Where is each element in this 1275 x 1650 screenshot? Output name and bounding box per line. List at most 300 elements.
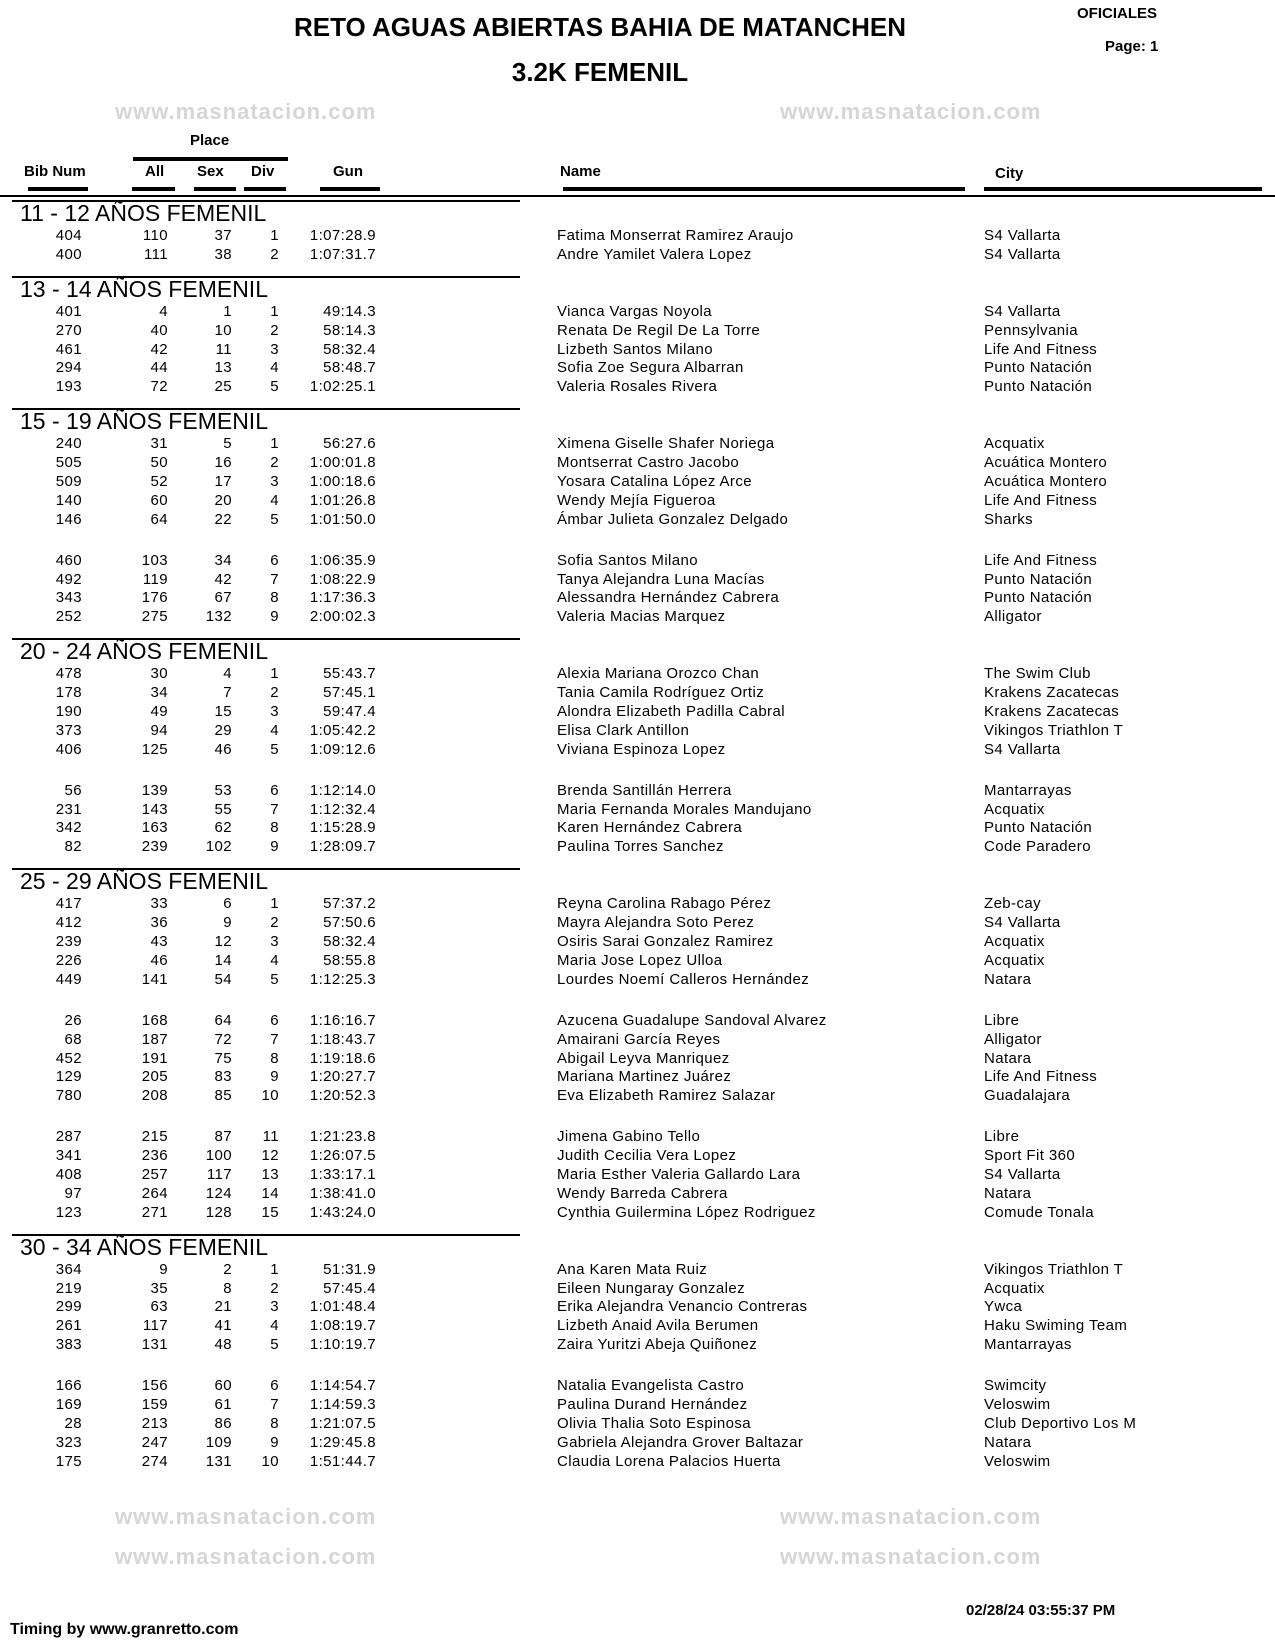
place-div: 8 [270,819,279,837]
place-all: 159 [141,1395,168,1413]
col-name: Name [560,163,601,180]
place-all: 42 [150,340,168,358]
row-group [0,1011,1275,1127]
gun-time: 57:37.2 [323,895,376,913]
table-row [0,340,1275,359]
place-div: 3 [270,703,279,721]
bib-num: 452 [55,1049,82,1067]
place-div: 11 [262,1128,279,1146]
bib-num: 412 [55,914,82,932]
bib-num: 404 [55,227,82,244]
bib-num: 146 [55,510,82,528]
bib-num: 166 [55,1377,82,1395]
table-row [0,1030,1275,1049]
bib-num: 478 [55,665,82,683]
table-row [0,1260,1275,1279]
place-sex: 61 [214,1395,232,1413]
athlete-name: Lizbeth Anaid Avila Berumen [557,1317,759,1335]
age-group-section [0,408,1275,638]
table-row [0,1376,1275,1395]
table-row [0,551,1275,570]
athlete-name: Natalia Evangelista Castro [557,1377,745,1395]
table-row [0,818,1275,837]
place-all: 31 [150,435,168,453]
table-row [0,1316,1275,1335]
place-div: 1 [270,895,279,913]
column-underline [984,187,1262,191]
place-div: 3 [270,340,279,358]
city: Punto Natación [984,570,1093,588]
place-all: 111 [143,245,168,263]
bib-num: 82 [64,838,82,856]
table-row [0,781,1275,800]
place-all: 119 [142,570,168,588]
gun-time: 1:07:28.9 [309,227,376,244]
gun-time: 1:16:16.7 [309,1011,376,1029]
gun-time: 1:12:32.4 [309,800,376,818]
place-all: 110 [142,227,168,244]
gun-time: 1:01:26.8 [309,491,376,509]
bib-num: 68 [64,1030,82,1048]
city: S4 Vallarta [984,227,1061,244]
city: Punto Natación [984,589,1093,607]
gun-time: 1:20:52.3 [309,1087,376,1105]
row-group [0,551,1275,639]
place-div: 9 [270,608,279,626]
place-all: 49 [150,703,168,721]
place-all: 141 [141,970,168,988]
table-row [0,1414,1275,1433]
bib-num: 505 [55,454,82,472]
place-sex: 53 [214,781,232,799]
table-row [0,894,1275,913]
place-div: 2 [270,1279,279,1297]
row-group [0,434,1275,550]
bib-num: 226 [55,951,82,969]
city: Haku Swiming Team [984,1317,1128,1335]
table-row [0,683,1275,702]
place-sex: 9 [223,914,232,932]
gun-time: 1:05:42.2 [309,721,376,739]
bib-num: 123 [55,1203,82,1221]
place-all: 103 [141,551,168,569]
place-all: 168 [141,1011,168,1029]
place-all: 191 [141,1049,168,1067]
place-div: 4 [270,721,279,739]
place-div: 2 [270,321,279,339]
bib-num: 460 [55,551,82,569]
bib-num: 175 [55,1452,82,1470]
place-sex: 34 [214,551,232,569]
place-div: 9 [270,1433,279,1451]
gun-time: 1:28:09.7 [309,838,376,856]
place-all: 33 [150,895,168,913]
place-sex: 60 [214,1377,232,1395]
watermark: www.masnatacion.com [115,1544,377,1569]
athlete-name: Valeria Rosales Rivera [557,378,718,396]
place-all: 64 [150,510,168,528]
place-all: 30 [150,665,168,683]
athlete-name: Alessandra Hernández Cabrera [557,589,780,607]
place-div: 10 [261,1452,279,1470]
athlete-name: Viviana Espinoza Lopez [557,740,726,758]
city: Libre [984,1011,1020,1029]
place-sex: 29 [214,721,232,739]
athlete-name: Wendy Mejía Figueroa [557,491,716,509]
watermark: www.masnatacion.com [780,1544,1042,1569]
bib-num: 97 [64,1184,82,1202]
place-all: 163 [141,819,168,837]
place-div: 7 [270,800,279,818]
place-div: 8 [270,589,279,607]
column-underline [132,187,175,191]
place-div: 2 [270,454,279,472]
table-row [0,453,1275,472]
athlete-name: Karen Hernández Cabrera [557,819,743,837]
athlete-name: Lourdes Noemí Calleros Hernández [557,970,810,988]
athlete-name: Maria Esther Valeria Gallardo Lara [557,1165,801,1183]
athlete-name: Eileen Nungaray Gonzalez [557,1279,746,1297]
gun-time: 1:00:01.8 [309,454,376,472]
place-div: 2 [270,914,279,932]
bib-num: 408 [55,1165,82,1183]
place-sex: 64 [214,1011,232,1029]
place-div: 1 [270,1260,279,1278]
city: Code Paradero [984,838,1091,856]
age-group-title: 20 - 24 AÑOS FEMENIL [20,638,268,665]
bib-num: 400 [55,245,82,263]
gun-time: 1:08:19.7 [309,1317,376,1335]
table-row [0,1335,1275,1354]
place-sex: 2 [223,1260,232,1278]
age-group-section [0,276,1275,408]
gun-time: 57:50.6 [323,914,376,932]
table-row [0,1049,1275,1068]
athlete-name: Renata De Regil De La Torre [557,321,761,339]
city: Veloswim [984,1395,1051,1413]
place-all: 208 [141,1087,168,1105]
athlete-name: Yosara Catalina López Arce [557,473,752,491]
city: Acuática Montero [984,454,1108,472]
table-row [0,434,1275,453]
place-div: 14 [261,1184,279,1202]
gun-time: 1:26:07.5 [309,1147,376,1165]
table-row [0,570,1275,589]
gun-time: 1:08:22.9 [309,570,376,588]
bib-num: 449 [55,970,82,988]
place-sex: 85 [214,1087,232,1105]
watermark: www.masnatacion.com [780,1504,1042,1529]
place-all: 34 [150,684,168,702]
place-all: 72 [150,378,168,396]
athlete-name: Sofia Zoe Segura Albarran [557,359,744,377]
place-sex: 102 [205,838,232,856]
place-all: 44 [150,359,168,377]
place-div: 3 [270,933,279,951]
table-row [0,1086,1275,1105]
city: S4 Vallarta [984,1165,1061,1183]
place-all: 50 [150,454,168,472]
city: Krakens Zacatecas [984,703,1120,721]
age-group-title: 11 - 12 AÑOS FEMENIL [20,200,267,226]
place-all: 35 [150,1279,168,1297]
athlete-name: Paulina Durand Hernández [557,1395,748,1413]
table-row [0,970,1275,989]
gun-time: 1:01:50.0 [309,510,376,528]
watermark: www.masnatacion.com [115,1504,377,1529]
place-div: 4 [270,1317,279,1335]
place-sex: 25 [214,378,232,396]
column-underline [28,187,88,191]
table-row [0,1146,1275,1165]
place-sex: 83 [214,1068,232,1086]
athlete-name: Paulina Torres Sanchez [557,838,724,856]
timing-credit: Timing by www.granretto.com [10,1621,239,1638]
place-sex: 12 [214,933,232,951]
place-sex: 16 [214,454,232,472]
city: Pennsylvania [984,321,1079,339]
place-sex: 20 [214,491,232,509]
place-div: 1 [270,227,279,244]
col-gun: Gun [333,163,363,180]
city: Club Deportivo Los M [984,1414,1137,1432]
place-div: 12 [261,1147,279,1165]
place-sex: 10 [214,321,232,339]
city: Acquatix [984,951,1045,969]
bib-num: 140 [55,491,82,509]
city: Sharks [984,510,1034,528]
table-row [0,226,1275,245]
city: Acquatix [984,933,1045,951]
city: Alligator [984,1030,1042,1048]
city: S4 Vallarta [984,302,1061,320]
city: Punto Natación [984,819,1093,837]
city: Natara [984,1433,1032,1451]
place-div: 3 [270,473,279,491]
row-group [0,664,1275,780]
place-sex: 124 [205,1184,232,1202]
athlete-name: Andre Yamilet Valera Lopez [557,245,752,263]
gun-time: 1:21:23.8 [309,1128,376,1146]
place-sex: 67 [214,589,232,607]
city: Natara [984,1184,1032,1202]
place-sex: 1 [223,302,232,320]
place-div: 5 [270,510,279,528]
city: S4 Vallarta [984,740,1061,758]
age-group-title: 25 - 29 AÑOS FEMENIL [20,868,268,895]
table-row [0,510,1275,529]
athlete-name: Sofia Santos Milano [557,551,699,569]
bib-num: 28 [64,1414,82,1432]
table-row [0,951,1275,970]
place-div: 5 [270,1336,279,1354]
bib-num: 240 [55,435,82,453]
gun-time: 57:45.4 [323,1279,376,1297]
place-all: 156 [141,1377,168,1395]
bib-num: 231 [55,800,82,818]
athlete-name: Abigail Leyva Manriquez [557,1049,730,1067]
age-group-section [0,638,1275,868]
table-row [0,1433,1275,1452]
place-div: 8 [270,1049,279,1067]
place-div: 8 [270,1414,279,1432]
athlete-name: Mayra Alejandra Soto Perez [557,914,755,932]
athlete-name: Eva Elizabeth Ramirez Salazar [557,1087,776,1105]
place-sex: 4 [223,665,232,683]
table-row [0,1297,1275,1316]
place-sex: 46 [214,740,232,758]
place-all: 36 [150,914,168,932]
gun-time: 1:51:44.7 [309,1452,376,1470]
athlete-name: Mariana Martinez Juárez [557,1068,732,1086]
gun-time: 1:10:19.7 [309,1336,376,1354]
place-sex: 13 [214,359,232,377]
place-div: 5 [270,740,279,758]
gun-time: 58:32.4 [323,933,376,951]
column-underline [320,187,380,191]
place-all: 43 [150,933,168,951]
city: Mantarrayas [984,1336,1072,1354]
gun-time: 57:45.1 [323,684,376,702]
table-row [0,1452,1275,1471]
bib-num: 323 [55,1433,82,1451]
place-underline [133,157,288,161]
city: Vikingos Triathlon T [984,1260,1124,1278]
place-div: 6 [270,781,279,799]
gun-time: 1:14:59.3 [309,1395,376,1413]
athlete-name: Lizbeth Santos Milano [557,340,713,358]
place-all: 274 [141,1452,168,1470]
table-row [0,1279,1275,1298]
place-sex: 7 [223,684,232,702]
city: Krakens Zacatecas [984,684,1120,702]
place-sex: 38 [214,245,232,263]
table-row [0,837,1275,856]
bib-num: 270 [55,321,82,339]
place-sex: 48 [214,1336,232,1354]
city: Ywca [984,1298,1023,1316]
row-group [0,1260,1275,1376]
watermark: www.masnatacion.com [780,99,1042,124]
city: S4 Vallarta [984,245,1061,263]
city: S4 Vallarta [984,914,1061,932]
place-all: 264 [141,1184,168,1202]
table-row [0,702,1275,721]
age-group-title: 13 - 14 AÑOS FEMENIL [20,275,268,302]
city: Sport Fit 360 [984,1147,1076,1165]
city: Veloswim [984,1452,1051,1470]
bib-num: 406 [55,740,82,758]
place-sex: 11 [215,340,232,358]
table-row [0,377,1275,396]
page-title: RETO AGUAS ABIERTAS BAHIA DE MATANCHEN [294,12,906,42]
row-group [0,226,1275,276]
age-group-title: 15 - 19 AÑOS FEMENIL [20,408,268,435]
table-row [0,932,1275,951]
place-sex: 22 [214,510,232,528]
athlete-name: Alondra Elizabeth Padilla Cabral [557,703,785,721]
athlete-name: Reyna Carolina Rabago Pérez [557,895,772,913]
gun-time: 1:18:43.7 [309,1030,376,1048]
place-div: 6 [270,1011,279,1029]
athlete-name: Alexia Mariana Orozco Chan [557,665,760,683]
place-all: 94 [150,721,168,739]
place-div: 2 [270,245,279,263]
athlete-name: Brenda Santillán Herrera [557,781,732,799]
city: Guadalajara [984,1087,1071,1105]
bib-num: 383 [55,1336,82,1354]
place-sex: 17 [214,473,232,491]
table-row [0,1011,1275,1030]
place-div: 1 [270,435,279,453]
city: Acquatix [984,435,1045,453]
place-all: 117 [142,1317,168,1335]
city: Punto Natación [984,378,1093,396]
city: Life And Fitness [984,551,1098,569]
place-all: 215 [141,1128,168,1146]
gun-time: 58:32.4 [323,340,376,358]
gun-time: 1:06:35.9 [309,551,376,569]
place-all: 139 [141,781,168,799]
place-sex: 109 [205,1433,232,1451]
bib-num: 190 [55,703,82,721]
place-sex: 86 [214,1414,232,1432]
place-all: 236 [141,1147,168,1165]
place-all: 46 [150,951,168,969]
table-row [0,800,1275,819]
gun-time: 51:31.9 [323,1260,376,1278]
place-sex: 42 [214,570,232,588]
table-row [0,358,1275,377]
table-row [0,1127,1275,1146]
place-sex: 5 [223,435,232,453]
gun-time: 58:14.3 [323,321,376,339]
bib-num: 56 [64,781,82,799]
column-underline [244,187,286,191]
table-row [0,321,1275,340]
gun-time: 1:38:41.0 [309,1184,376,1202]
bib-num: 219 [55,1279,82,1297]
bib-num: 178 [55,684,82,702]
place-sex: 75 [214,1049,232,1067]
gun-time: 58:48.7 [323,359,376,377]
place-all: 4 [159,302,168,320]
athlete-name: Olivia Thalia Soto Espinosa [557,1414,751,1432]
place-all: 131 [141,1336,168,1354]
gun-time: 1:09:12.6 [309,740,376,758]
place-all: 187 [141,1030,168,1048]
place-sex: 14 [214,951,232,969]
place-sex: 87 [214,1128,232,1146]
age-group-section [0,200,1275,276]
place-div: 5 [270,378,279,396]
bib-num: 461 [55,340,82,358]
place-sex: 41 [214,1317,232,1335]
col-sex: Sex [197,163,224,180]
athlete-name: Montserrat Castro Jacobo [557,454,740,472]
place-div: 6 [270,1377,279,1395]
bib-num: 364 [55,1260,82,1278]
place-div: 5 [270,970,279,988]
bib-num: 342 [55,819,82,837]
bib-num: 261 [55,1317,82,1335]
bib-num: 417 [55,895,82,913]
city: Natara [984,1049,1032,1067]
table-row [0,607,1275,626]
place-div: 1 [270,302,279,320]
bib-num: 26 [64,1011,82,1029]
athlete-name: Ana Karen Mata Ruiz [557,1260,708,1278]
